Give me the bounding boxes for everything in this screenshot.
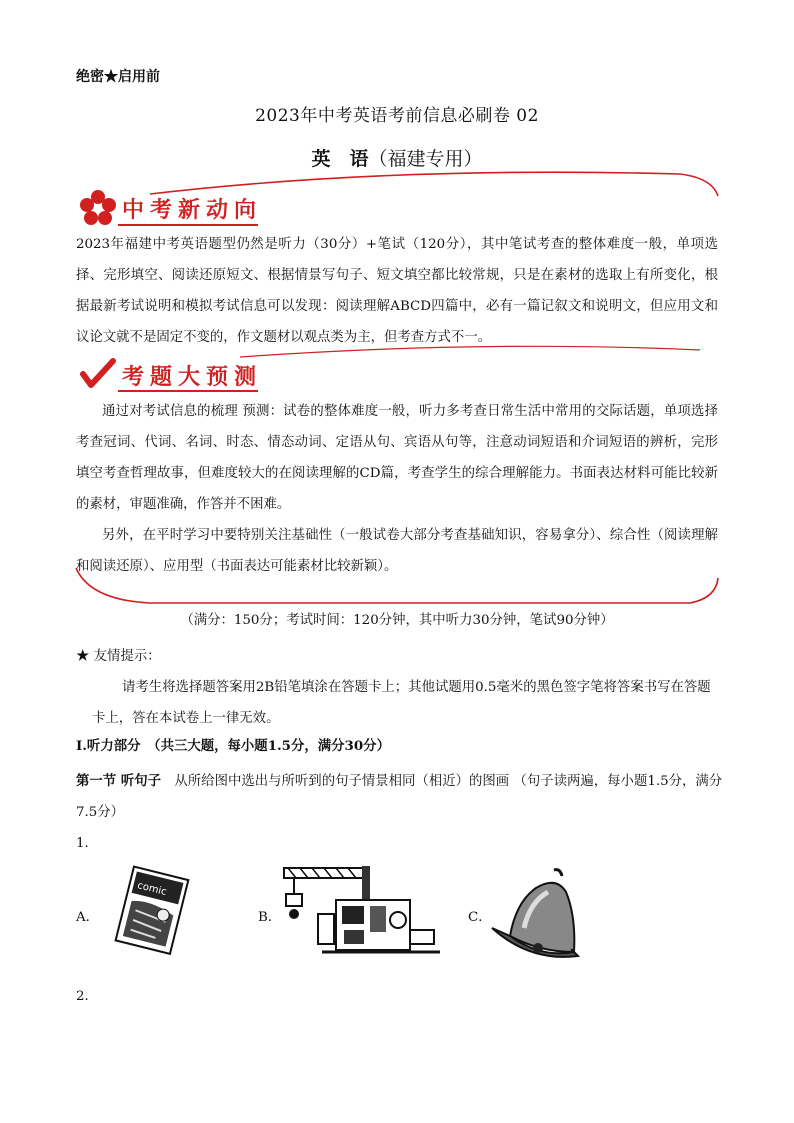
exam-info: （满分：150分；考试时间：120分钟，其中听力30分钟，笔试90分钟） <box>180 613 614 628</box>
checkmark-icon <box>80 358 116 394</box>
predictions-paragraph-2: 另外，在平时学习中要特别关注基础性（一般试卷大部分考查基础知识，容易拿分）、综合性（阅读理解和阅读还原）、应用型（书面表达可能素材比较新颖）。 <box>76 528 718 574</box>
option-c-label: C． <box>468 910 492 925</box>
option-a-label: A． <box>76 910 100 925</box>
comic-book-image <box>108 862 194 958</box>
heading-underline-2 <box>118 388 258 394</box>
flower-icon <box>78 188 118 228</box>
predictions-paragraph-1: 通过对考试信息的梳理 预测：试卷的整体难度一般，听力多考查日常生活中常用的交际话题，单项选择考查冠词、代词、名词、时态、情态动词、定语从句、宾语从句等，注意动词短语和介词短语的辨析，完形填空考查哲理故事，但难度较大的在阅读理解的CD篇，考查学生的综合理解能力。书面表达材料可能比较新的素材，审题准确，作答并不困难。 <box>76 404 718 512</box>
machine-image <box>282 864 442 962</box>
trends-paragraph: 2023年福建中考英语题型仍然是听力（30分）+笔试（120分），其中笔试考查的整体难度一般，单项选择、完形填空、阅读还原短文、根据情景写句子、短文填空都比较常规，只是在素材的选取上有所变化，根据最新考试说明和模拟考试信息可以发现：阅读理解ABCD四篇中，必有一篇记叙文和说明文，但应用文和议论文就不是固定不变的，作文题材以观点类为主，但考查方式不一。 <box>76 237 718 345</box>
part-one-heading: I.听力部分 （共三大题，每小题1.5分，满分30分） <box>76 738 390 754</box>
section-one-text: 从所给图中选出与所听到的句子情景相同（相近）的图画 （句子读两遍，每小题1.5分，满分7.5分） <box>76 774 723 820</box>
question-1-number: 1． <box>76 836 98 851</box>
tips-label: ★ 友情提示： <box>76 649 161 664</box>
confidential-label: 绝密★启用前 <box>76 69 160 85</box>
exam-title: 2023年中考英语考前信息必刷卷 02 <box>255 106 539 126</box>
heading-underline <box>118 222 258 228</box>
svg-text:comic: comic <box>136 880 168 899</box>
subject-name: 英 语 <box>311 148 369 170</box>
section-one-label: 第一节 听句子 <box>76 773 162 789</box>
option-b-label: B． <box>258 910 282 925</box>
question-2-number: 2． <box>76 989 98 1004</box>
section-heading-trends: 中考新动向 <box>122 198 263 223</box>
section-one-instructions <box>76 766 726 828</box>
tips-text: 请考生将选择题答案用2B铅笔填涂在答题卡上；其他试题用0.5毫米的黑色签字笔将答案书写在答题卡上，答在本试卷上一律无效。 <box>92 680 711 726</box>
bell-image <box>490 866 580 962</box>
subject-note: （福建专用） <box>368 148 483 170</box>
section-heading-predictions: 考题大预测 <box>122 365 263 390</box>
